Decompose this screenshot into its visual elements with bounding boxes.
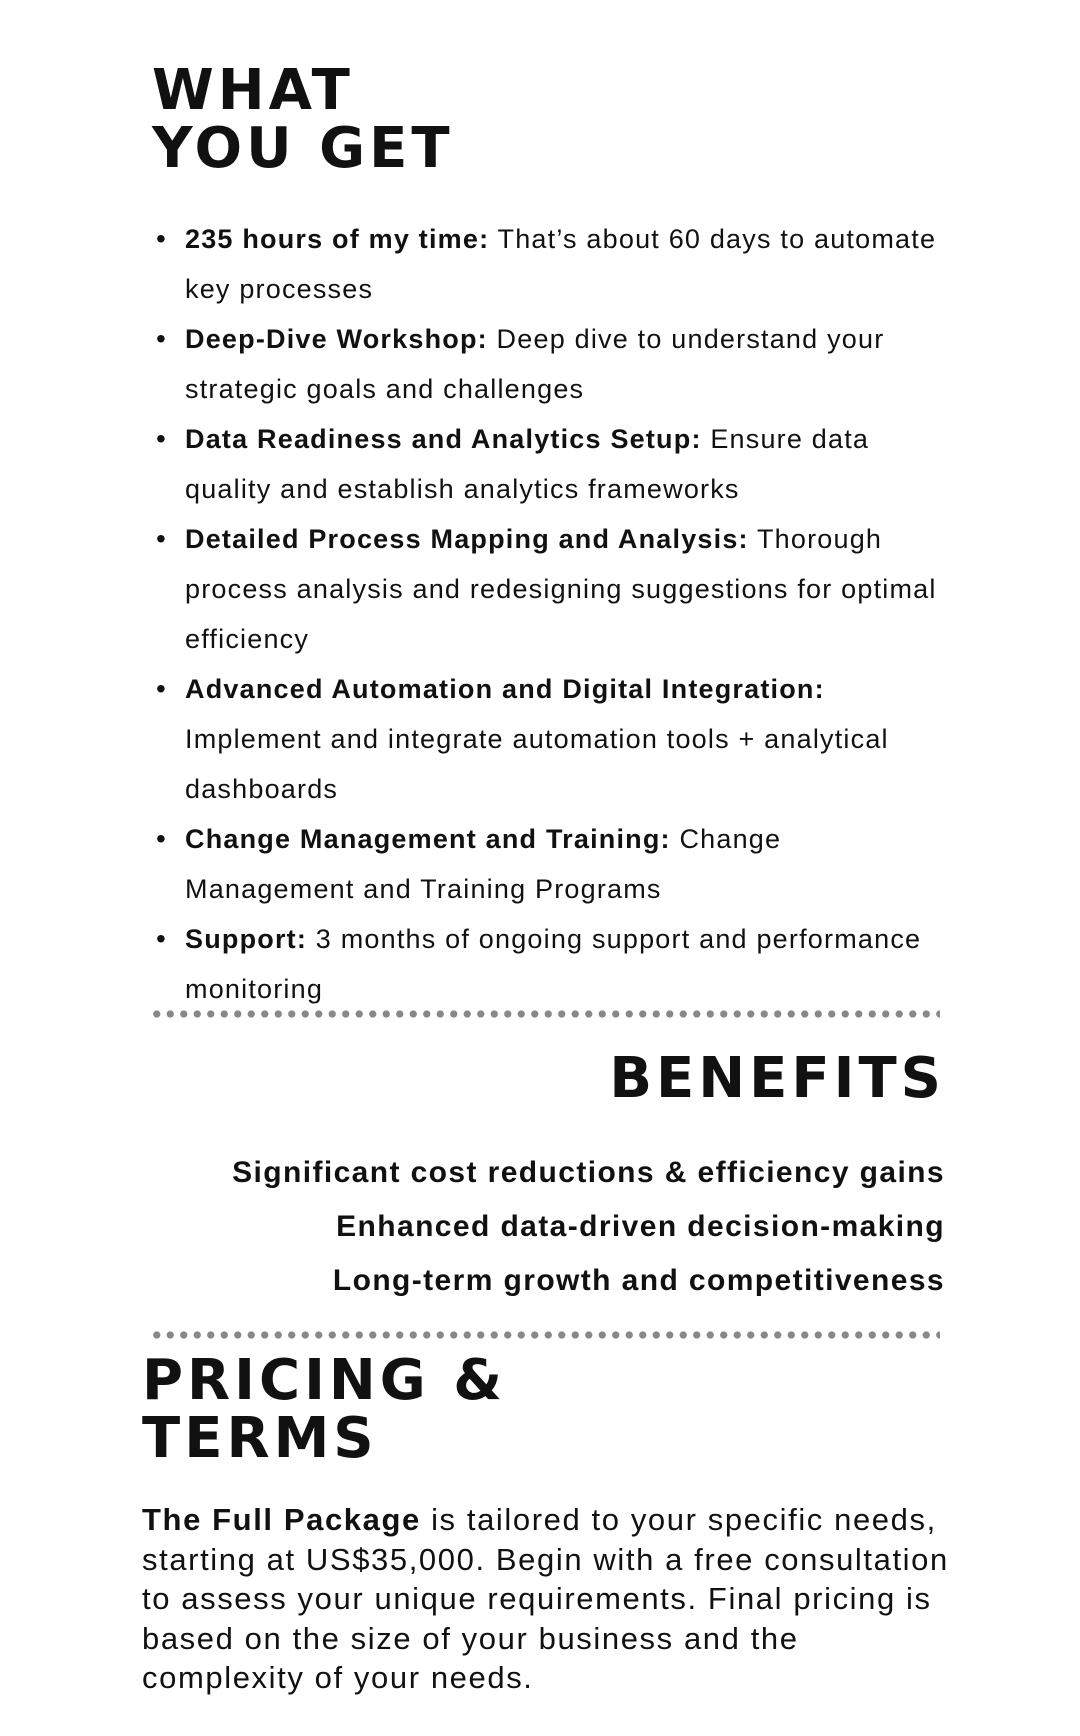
benefit-list [145, 1146, 945, 1308]
item-text: Change Management and Training Programs [185, 824, 782, 904]
bullet-icon: • [156, 423, 168, 454]
item-title: Deep-Dive Workshop: [185, 324, 488, 354]
benefit-item: Long-term growth and competitiveness [332, 1264, 945, 1297]
what-you-get-heading [152, 58, 952, 181]
item-text: Deep dive to understand your strategic goals and challenges [185, 324, 885, 404]
heading-line-1: WHAT [152, 58, 354, 123]
benefits-section [145, 1046, 945, 1308]
list-item [152, 514, 952, 664]
heading-line-1: PRICING & [142, 1348, 507, 1413]
bullet-icon: • [156, 523, 168, 554]
list-item [152, 914, 952, 1014]
heading-line-2: YOU GET [152, 116, 454, 181]
benefit-item: Enhanced data-driven decision-making [336, 1210, 945, 1243]
item-title: Detailed Process Mapping and Analysis: [185, 524, 749, 554]
item-text: Ensure data quality and establish analytics frameworks [185, 424, 870, 504]
item-title: Data Readiness and Analytics Setup: [185, 424, 702, 454]
item-title: Support: [185, 924, 308, 954]
dotted-divider [150, 1010, 940, 1018]
item-text: Thorough process analysis and redesigning suggestions for optimal efficiency [185, 524, 937, 654]
item-text: 3 months of ongoing support and performance monitoring [185, 924, 922, 1004]
item-text: That’s about 60 days to automate key processes [185, 224, 937, 304]
package-name: The Full Package [142, 1502, 421, 1537]
list-item [152, 214, 952, 314]
bullet-icon: • [156, 323, 168, 354]
benefit-item: Significant cost reductions & efficiency gains [232, 1156, 945, 1189]
feature-list [152, 214, 952, 1014]
item-title: Advanced Automation and Digital Integration: [185, 674, 825, 704]
heading-line-2: TERMS [142, 1406, 378, 1471]
pricing-description: is tailored to your specific needs, starting at US$35,000. Begin with a free consultation to assess your unique requirements. Final pricing is based on the size of your business and the complexity of your needs. [142, 1502, 949, 1695]
bullet-icon: • [156, 223, 168, 254]
bullet-icon: • [156, 823, 168, 854]
benefits-heading: BENEFITS [609, 1046, 945, 1111]
item-text: Implement and integrate automation tools + analytical dashboards [185, 724, 889, 804]
bullet-icon: • [156, 923, 168, 954]
bullet-icon: • [156, 673, 168, 704]
item-title: 235 hours of my time: [185, 224, 490, 254]
pricing-paragraph [142, 1500, 952, 1698]
item-title: Change Management and Training: [185, 824, 671, 854]
pricing-heading [142, 1348, 952, 1471]
list-item [152, 414, 952, 514]
list-item [152, 314, 952, 414]
dotted-divider [150, 1331, 940, 1339]
pricing-section [142, 1348, 952, 1698]
list-item [152, 814, 952, 914]
what-you-get-section [152, 58, 952, 1014]
list-item [152, 664, 952, 814]
